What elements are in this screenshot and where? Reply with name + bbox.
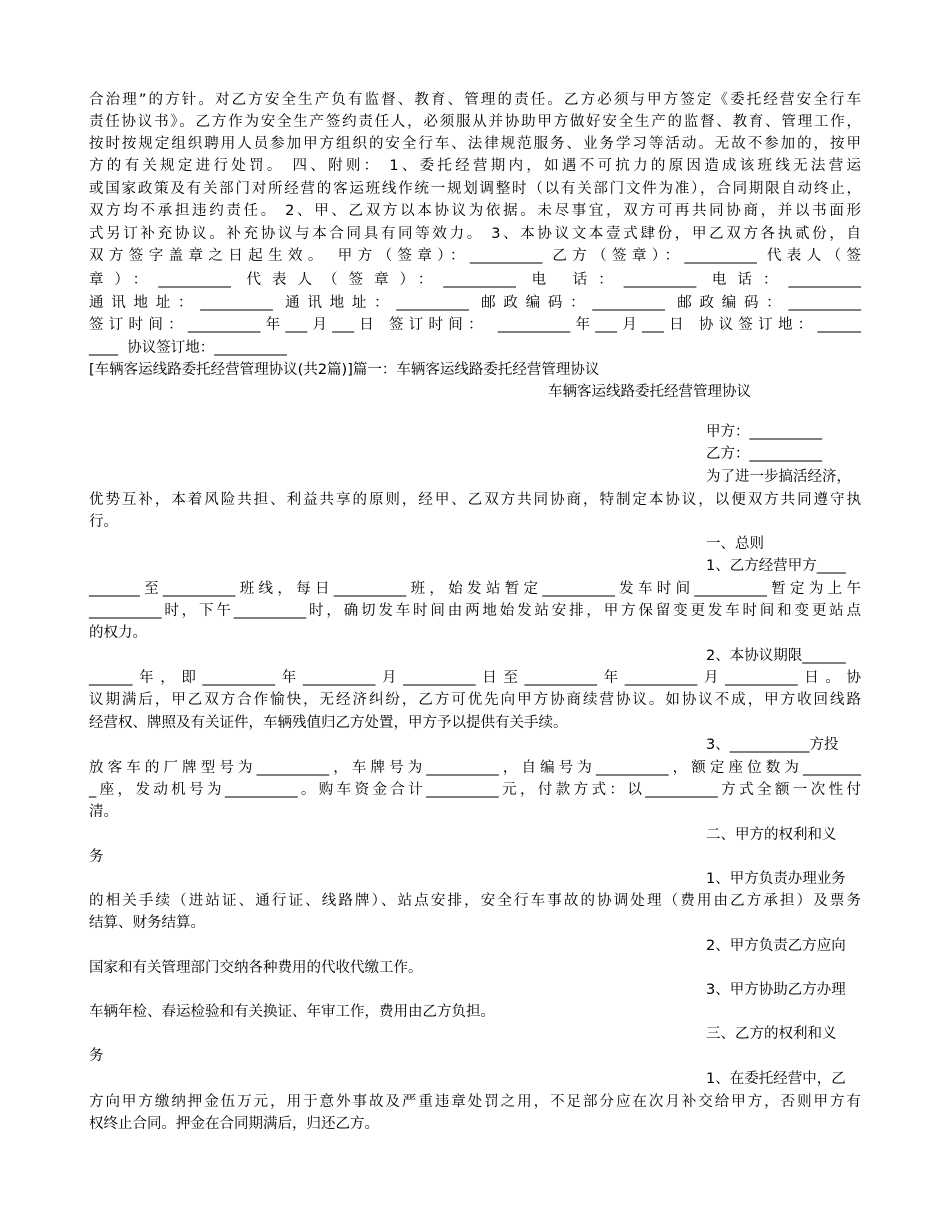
text-line: 方的有关规定进行处罚。 四、附则： 1、委托经营期内，如遇不可抗力的原因造成该班线无法营运 [89, 158, 861, 174]
text-line: 的权力。 [89, 625, 147, 641]
text-line: 的相关手续（进站证、通行证、线路牌）、站点安排，安全行车事故的协调处理（费用由乙方承担）及票务 [89, 893, 861, 909]
text-line: 签订时间：__________年___月___日 签订时间： __________年___月___日 协议签订地：______ [89, 317, 861, 333]
text-line: 3、甲方协助乙方办理 [706, 982, 846, 998]
party-a-line: 甲方：__________ [706, 424, 822, 440]
document-title: 车辆客运线路委托经营管理协议 [548, 384, 751, 400]
text-line: 1、乙方经营甲方____ [706, 558, 846, 574]
text-line: ____ 协议签订地：__________ [89, 340, 287, 356]
text-line: 权终止合同。押金在合同期满后，归还乙方。 [89, 1116, 379, 1132]
text-line: _______至__________班线，每日__________班，始发站暂定__________发车时间__________暂定为上午 [89, 581, 861, 597]
section-heading: 一、总则 [706, 536, 764, 552]
text-line: 章）：__________ 代表人（签章）：__________ 电 话：__________ 电话：__________ [89, 272, 861, 288]
text-line: 经营权、牌照及有关证件，车辆残值归乙方处置，甲方予以提供有关手续。 [89, 715, 568, 731]
text-line: 双方签字盖章之日起生效。 甲方（签章）：__________ 乙方（签章）：__________ 代表人（签 [89, 248, 861, 264]
text-line: 式另订补充协议。补充协议与本合同具有同等效力。 3、本协议文本壹式肆份，甲乙双方各执贰份，自 [89, 226, 861, 242]
text-line: 1、甲方负责办理业务 [706, 871, 846, 887]
section-heading: 二、甲方的权利和义 [706, 827, 837, 843]
text-line: 车辆年检、春运检验和有关换证、年审工作，费用由乙方负担。 [89, 1004, 495, 1020]
text-line: 议期满后，甲乙双方合作愉快，无经济纠纷，乙方可优先向甲方协商续营协议。如协议不成，甲方收回线路 [89, 692, 861, 708]
text-line: 为了进一步搞活经济， [706, 469, 851, 485]
party-b-line: 乙方：__________ [706, 446, 822, 462]
text-line: 行。 [89, 514, 118, 530]
text-line: 责任协议书》。乙方作为安全生产签约责任人，必须服从并协助甲方做好安全生产的监督、教育、管理工作， [89, 114, 861, 130]
text-line: __________时，下午__________时，确切发车时间由两地始发站安排，甲方保留变更发车时间和变更站点 [89, 603, 861, 619]
text-line: 2、甲方负责乙方应向 [706, 938, 846, 954]
text-line: 通讯地址：__________ 通讯地址：__________ 邮政编码：__________ 邮政编码：__________ [89, 295, 861, 311]
section-heading: 三、乙方的权利和义 [706, 1026, 837, 1042]
text-line: 双方均不承担违约责任。 2、甲、乙双方以本协议为依据。未尽事宜，双方可再共同协商，并以书面形 [89, 203, 861, 219]
text-line: 务 [89, 1048, 104, 1064]
text-line: 方向甲方缴纳押金伍万元，用于意外事故及严重违章处罚之用，不足部分应在次月补交给甲方，否则甲方有 [89, 1094, 861, 1110]
section-heading: [车辆客运线路委托经营管理协议(共2篇)]篇一：车辆客运线路委托经营管理协议 [89, 362, 600, 378]
text-line: _座，发动机号为__________。购车资金合计__________元，付款方式：以__________方式全额一次性付 [89, 782, 861, 798]
text-line: 3、___________方投 [706, 737, 839, 753]
text-line: 国家和有关管理部门交纳各种费用的代收代缴工作。 [89, 960, 423, 976]
text-line: 合治理”的方针。对乙方安全生产负有监督、教育、管理的责任。乙方必须与甲方签定《委托经营安全行车 [89, 92, 861, 108]
text-line: 优势互补，本着风险共担、利益共享的原则，经甲、乙双方共同协商，特制定本协议，以便双方共同遵守执 [89, 492, 861, 508]
text-line: ______年，即__________年__________月__________日至__________年__________月__________日。协 [89, 670, 861, 686]
text-line: 结算、财务结算。 [89, 915, 205, 931]
text-line: 放客车的厂牌型号为__________，车牌号为__________，自编号为__________，额定座位数为________ [89, 760, 861, 776]
text-line: 或国家政策及有关部门对所经营的客运班线作统一规划调整时（以有关部门文件为准），合同期限自动终止， [89, 181, 861, 197]
text-line: 清。 [89, 804, 118, 820]
text-line: 按时按规定组织聘用人员参加甲方组织的安全行车、法律规范服务、业务学习等活动。无故不参加的，按甲 [89, 136, 861, 152]
text-line: 1、在委托经营中，乙 [706, 1071, 846, 1087]
text-line: 2、本协议期限______ [706, 648, 846, 664]
text-line: 务 [89, 849, 104, 865]
